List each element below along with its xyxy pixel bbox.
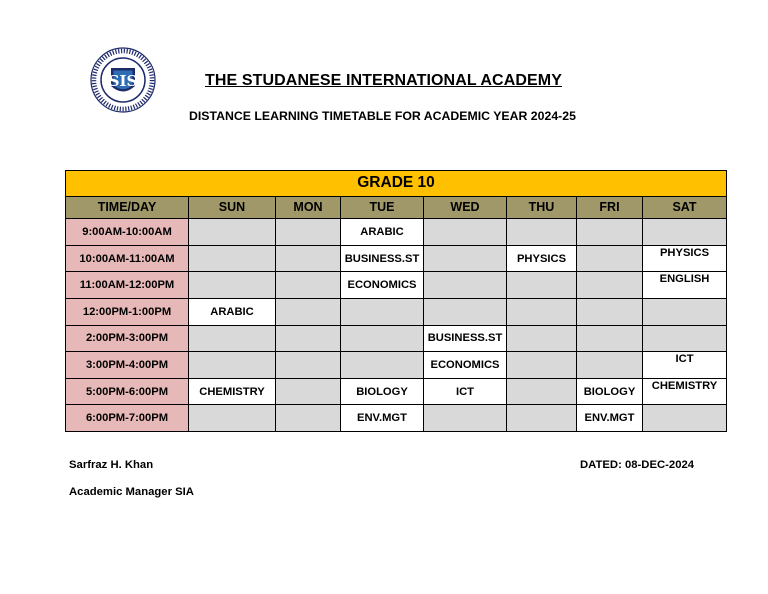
time-slot-cell: 6:00PM-7:00PM (66, 405, 189, 432)
empty-slot-cell (276, 405, 341, 432)
empty-slot-cell (577, 325, 643, 352)
subject-cell (424, 352, 507, 379)
empty-slot-cell (276, 245, 341, 272)
empty-slot-cell (424, 245, 507, 272)
table-row (66, 219, 727, 246)
column-header: THU (507, 196, 577, 219)
subject-label: CHEMISTRY (651, 379, 718, 392)
empty-slot-cell (577, 219, 643, 246)
empty-slot-cell (341, 325, 424, 352)
empty-slot-cell (424, 298, 507, 325)
subject-label: ENV.MGT (584, 412, 635, 425)
table-row (66, 405, 727, 432)
empty-slot-cell (189, 219, 276, 246)
empty-slot-cell (643, 298, 727, 325)
empty-slot-cell (276, 219, 341, 246)
subject-label: ICT (675, 352, 694, 365)
grade-title: GRADE 10 (66, 171, 727, 197)
header-row (66, 196, 727, 219)
column-header: SUN (189, 196, 276, 219)
subject-cell (424, 378, 507, 405)
subject-label: ECONOMICS (347, 279, 417, 292)
subject-label: ARABIC (360, 225, 404, 238)
time-slot-cell: 10:00AM-11:00AM (66, 245, 189, 272)
subject-cell (189, 378, 276, 405)
column-header: FRI (577, 196, 643, 219)
table-row (66, 352, 727, 379)
empty-slot-cell (189, 272, 276, 299)
empty-slot-cell (507, 272, 577, 299)
time-slot-cell: 2:00PM-3:00PM (66, 325, 189, 352)
subject-cell (341, 245, 424, 272)
column-header: WED (424, 196, 507, 219)
subject-label: ARABIC (210, 305, 254, 318)
subject-label: BUSINESS.ST (344, 252, 420, 265)
column-header: TUE (341, 196, 424, 219)
subject-label: ENV.MGT (357, 412, 407, 425)
empty-slot-cell (507, 352, 577, 379)
subject-cell (643, 352, 727, 379)
column-header: MON (276, 196, 341, 219)
time-slot-cell: 5:00PM-6:00PM (66, 378, 189, 405)
subject-label: BIOLOGY (356, 385, 408, 398)
time-slot-cell: 9:00AM-10:00AM (66, 219, 189, 246)
subject-label: BUSINESS.ST (427, 332, 503, 345)
empty-slot-cell (276, 352, 341, 379)
empty-slot-cell (189, 245, 276, 272)
empty-slot-cell (341, 352, 424, 379)
subject-cell (507, 245, 577, 272)
empty-slot-cell (577, 298, 643, 325)
empty-slot-cell (643, 405, 727, 432)
empty-slot-cell (577, 272, 643, 299)
empty-slot-cell (189, 325, 276, 352)
table-row (66, 325, 727, 352)
empty-slot-cell (341, 298, 424, 325)
time-slot-cell: 12:00PM-1:00PM (66, 298, 189, 325)
subject-cell (341, 272, 424, 299)
table-row (66, 272, 727, 299)
subject-label: PHYSICS (659, 246, 710, 259)
table-row (66, 245, 727, 272)
column-header: SAT (643, 196, 727, 219)
timetable-table (65, 170, 727, 432)
subject-cell (341, 405, 424, 432)
empty-slot-cell (276, 378, 341, 405)
empty-slot-cell (507, 298, 577, 325)
signatory-name: Sarfraz H. Khan (69, 459, 154, 471)
subject-cell (577, 378, 643, 405)
empty-slot-cell (507, 219, 577, 246)
empty-slot-cell (276, 298, 341, 325)
subject-cell (643, 272, 727, 299)
empty-slot-cell (424, 272, 507, 299)
column-header: TIME/DAY (66, 196, 189, 219)
subject-label: ECONOMICS (430, 358, 500, 371)
time-slot-cell: 3:00PM-4:00PM (66, 352, 189, 379)
empty-slot-cell (276, 325, 341, 352)
empty-slot-cell (424, 219, 507, 246)
subject-cell (643, 245, 727, 272)
empty-slot-cell (643, 219, 727, 246)
document-date: DATED: 08-DEC-2024 (580, 459, 695, 471)
school-name: THE STUDANESE INTERNATIONAL ACADEMY (205, 72, 562, 89)
subject-cell (341, 378, 424, 405)
subject-label: CHEMISTRY (199, 385, 265, 398)
empty-slot-cell (507, 325, 577, 352)
academy-logo (90, 47, 156, 113)
subject-cell (189, 298, 276, 325)
subject-label: ENGLISH (659, 273, 710, 286)
table-row (66, 378, 727, 405)
logo-letters: SIS (108, 72, 138, 90)
empty-slot-cell (643, 325, 727, 352)
empty-slot-cell (424, 405, 507, 432)
subject-cell (643, 378, 727, 405)
table-row (66, 298, 727, 325)
empty-slot-cell (507, 378, 577, 405)
time-slot-cell: 11:00AM-12:00PM (66, 272, 189, 299)
signatory-role: Academic Manager SIA (69, 486, 194, 498)
subject-label: PHYSICS (516, 252, 567, 265)
subject-cell (424, 325, 507, 352)
subject-label: ICT (455, 385, 475, 398)
empty-slot-cell (189, 405, 276, 432)
empty-slot-cell (577, 352, 643, 379)
empty-slot-cell (577, 245, 643, 272)
empty-slot-cell (276, 272, 341, 299)
subject-label: BIOLOGY (583, 385, 636, 398)
subject-cell (577, 405, 643, 432)
subject-cell (341, 219, 424, 246)
empty-slot-cell (189, 352, 276, 379)
timetable-subtitle: DISTANCE LEARNING TIMETABLE FOR ACADEMIC YEAR 2024-25 (189, 109, 576, 123)
empty-slot-cell (507, 405, 577, 432)
